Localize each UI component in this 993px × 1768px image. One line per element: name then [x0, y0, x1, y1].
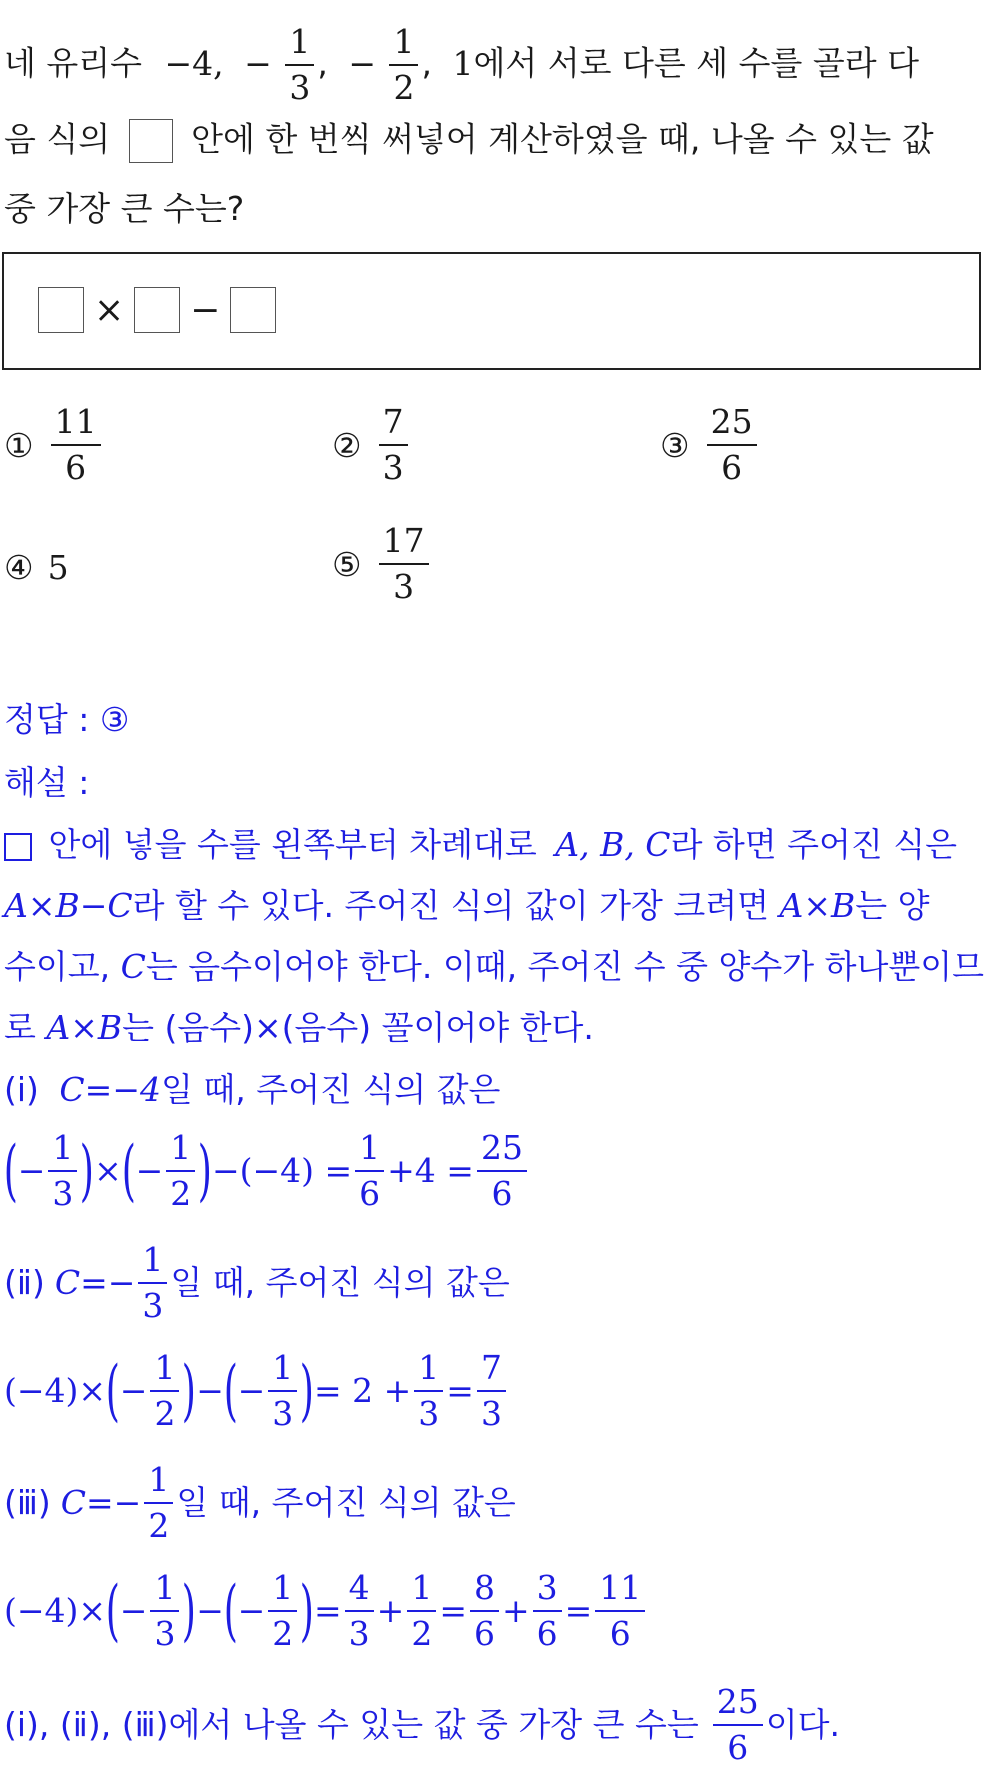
blank-box — [129, 119, 173, 163]
times-sign: × — [94, 289, 125, 331]
choice-4[interactable]: ④ 5 — [4, 548, 69, 587]
minus-sign: − — [348, 43, 376, 83]
blank-box-b — [134, 287, 180, 333]
conclusion: (ⅰ), (ⅱ), (ⅲ)에서 나올 수 있는 값 중 가장 큰 수는 $\frac{25}{6}$ 이다. — [4, 1682, 840, 1767]
problem-line-1: 네 유리수 −4, − $\frac{1}{3}$ , − $\frac{1}{2}$ , 1에서 서로 다른 세 수를 골라 다 — [4, 22, 919, 107]
minus-sign: − — [190, 289, 221, 331]
choice-3[interactable]: ③ $\frac{25}{6}$ — [660, 402, 760, 488]
blank-box-a — [38, 287, 84, 333]
choice-1[interactable]: ① $\frac{11}{6}$ — [4, 402, 104, 488]
number-one: 1 — [452, 43, 474, 83]
number-minus-four: −4, — [164, 43, 224, 83]
case-2-header: (ⅱ) C=− $\frac{1}{3}$ 일 때, 주어진 식의 값은 — [4, 1240, 510, 1325]
case-1-equation: ( − $\frac{1}{3}$ ) × ( − $\frac{1}{2}$ ) −(−4) = $\frac{1}{6}$ +4 = $\frac{25}{6}$ — [4, 1128, 530, 1214]
case-2-equation: (−4)× ( − $\frac{1}{2}$ ) − ( − $\frac{1}{3}$ ) = 2 + $\frac{1}{3}$ = $\frac{7}{3}$ — [4, 1348, 509, 1434]
choice-5[interactable]: ⑤ $\frac{17}{3}$ — [332, 521, 432, 607]
fraction-one-third: $\frac{1}{3}$ — [285, 22, 314, 108]
case-3-equation: (−4)× ( − $\frac{1}{3}$ ) − ( − $\frac{1}{2}$ ) = $\frac{4}{3}$ + $\frac{1}{2}$ = $\frac{8}{6}$ + $\frac{3}{6}$ = $\frac{11}{6}$ — [4, 1568, 648, 1654]
blank-box-c — [230, 287, 276, 333]
explanation-line-2: A×B−C라 할 수 있다. 주어진 식의 값이 가장 크려면 A×B는 양 — [4, 886, 930, 925]
fraction-one-half: $\frac{1}{2}$ — [389, 22, 418, 108]
expression-box — [2, 252, 981, 370]
answer-label: 정답 : ③ — [4, 700, 130, 739]
case-1-header: (ⅰ) C=−4일 때, 주어진 식의 값은 — [4, 1070, 501, 1109]
problem-line-2: 음 식의 안에 한 번씩 써넣어 계산하였을 때, 나올 수 있는 값 — [4, 119, 934, 163]
case-3-header: (ⅲ) C=− $\frac{1}{2}$ 일 때, 주어진 식의 값은 — [4, 1460, 516, 1545]
choice-2[interactable]: ② $\frac{7}{3}$ — [332, 402, 411, 488]
explanation-line-4: 로 A×B는 (음수)×(음수) 꼴이어야 한다. — [4, 1008, 594, 1047]
problem-line-3: 중 가장 큰 수는? — [4, 189, 245, 228]
explanation-line-1: 안에 넣을 수를 왼쪽부터 차례대로 A, B, C라 하면 주어진 식은 — [4, 825, 957, 865]
problem-text: 네 유리수 — [4, 43, 143, 83]
explanation-label: 해설 : — [4, 763, 90, 802]
minus-sign: − — [244, 43, 272, 83]
square-symbol — [4, 833, 32, 861]
explanation-line-3: 수이고, C는 음수이어야 한다. 이때, 주어진 수 중 양수가 하나뿐이므 — [4, 947, 984, 986]
